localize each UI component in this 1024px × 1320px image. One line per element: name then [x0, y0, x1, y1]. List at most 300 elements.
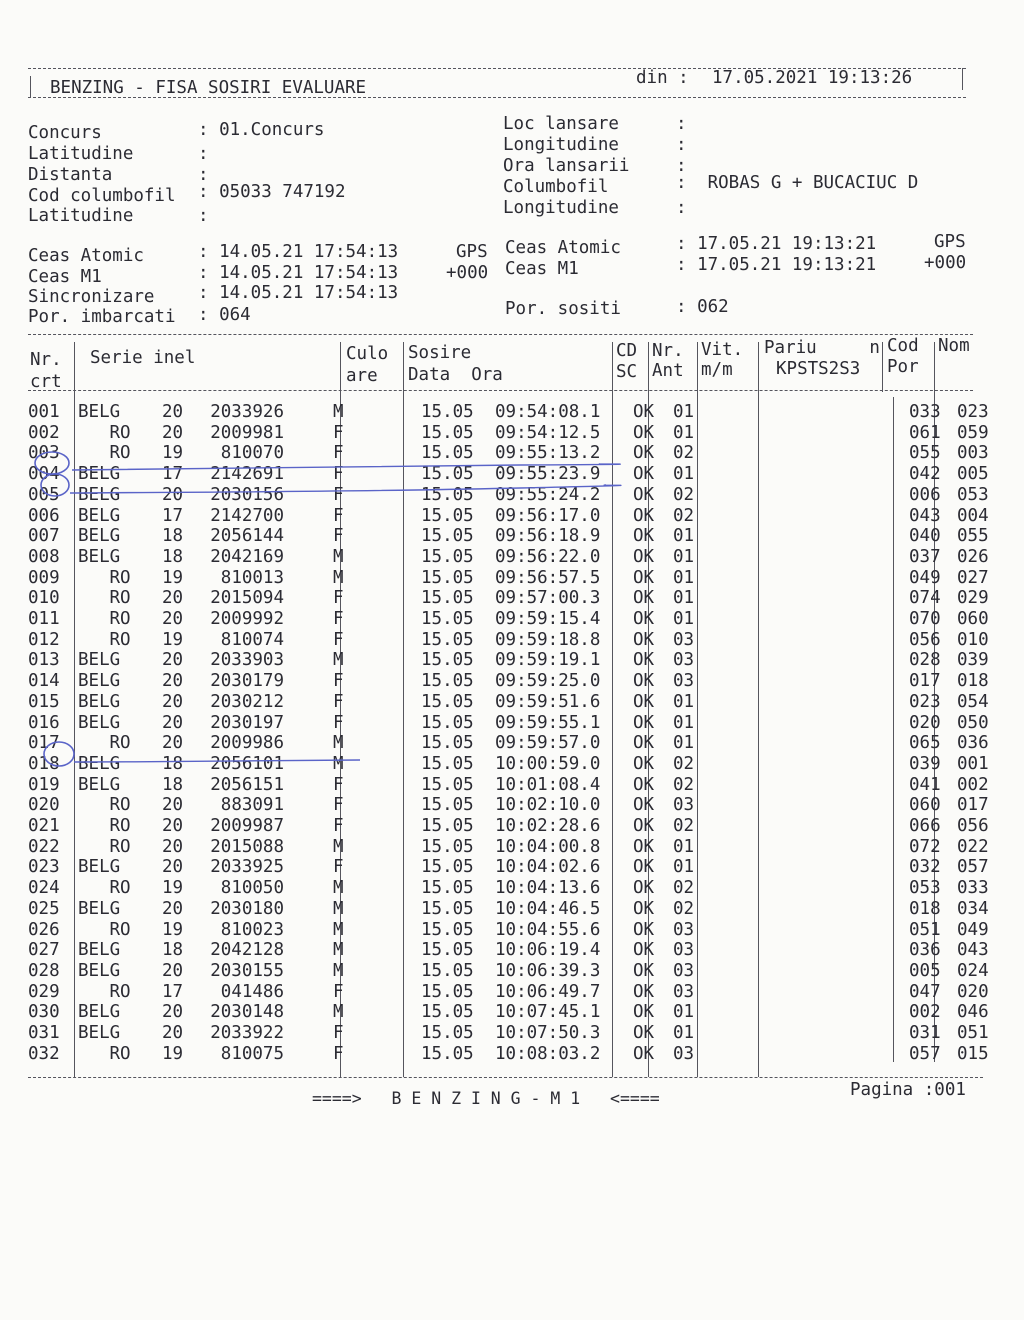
arrival-date: 15.05	[421, 878, 474, 899]
ring-year: 20	[162, 1023, 184, 1044]
row-vit	[721, 961, 781, 982]
ring-number: 2056144	[210, 526, 284, 547]
row-cod: 074	[909, 588, 941, 609]
row-cd: OK	[633, 857, 655, 878]
row-cod: 017	[909, 671, 941, 692]
row-vit	[721, 402, 781, 423]
row-pariu	[781, 423, 909, 444]
arrival-date: 15.05	[421, 546, 474, 567]
row-pariu	[781, 713, 909, 734]
row-vit	[721, 485, 781, 506]
arrival-date: 15.05	[421, 567, 474, 588]
arrival-date: 15.05	[421, 402, 474, 422]
ring-number: 041486	[220, 981, 284, 1002]
arrival-time: 09:56:57.5	[495, 567, 601, 588]
arrival-time: 09:59:57.0	[495, 733, 601, 754]
ring-year: 20	[162, 588, 184, 609]
row-cd: OK	[633, 712, 655, 733]
arrival-time: 10:06:49.7	[495, 981, 601, 1002]
ring-year: 19	[162, 878, 184, 899]
row-serie	[78, 630, 333, 651]
row-serie	[78, 547, 333, 568]
row-sosire	[417, 671, 629, 692]
row-ant: 01	[673, 691, 695, 712]
row-cod: 040	[909, 526, 941, 547]
row-cod: 049	[909, 567, 941, 588]
arrival-date: 15.05	[421, 422, 474, 443]
row-vit	[721, 899, 781, 920]
table-row	[28, 692, 1005, 713]
row-ant: 02	[673, 505, 695, 526]
ring-number: 2015094	[210, 588, 284, 609]
row-nom: 034	[957, 898, 989, 919]
row-culoare	[361, 671, 417, 692]
row-pariu	[781, 1044, 909, 1065]
row-vit	[721, 692, 781, 713]
info-label: Concurs	[28, 123, 102, 143]
ring-number: 2009992	[210, 609, 284, 630]
row-cod: 057	[909, 1043, 941, 1064]
row-cd: OK	[633, 981, 655, 1002]
row-ant: 01	[673, 567, 695, 588]
table-row	[28, 1023, 1005, 1044]
table-top-rule	[28, 334, 973, 335]
ring-number: 2033925	[210, 857, 284, 878]
col-header-nr2: Nr.	[652, 341, 684, 361]
row-sosire	[417, 961, 629, 982]
row-sex: F	[333, 671, 344, 692]
row-vit	[721, 568, 781, 589]
clock-suffix: +000	[446, 263, 489, 283]
row-nr: 017	[28, 733, 60, 754]
row-pariu	[781, 899, 909, 920]
info-label: Cod columbofil	[28, 186, 176, 206]
row-sex: F	[333, 526, 344, 547]
arrival-date: 15.05	[421, 1002, 474, 1023]
row-culoare	[361, 1044, 417, 1065]
row-cod: 066	[909, 816, 941, 837]
row-culoare	[361, 609, 417, 630]
row-pariu	[781, 775, 909, 796]
info-value: :	[676, 156, 687, 176]
arrival-time: 09:56:18.9	[495, 526, 601, 547]
row-nom: 036	[957, 733, 989, 754]
arrival-time: 09:59:19.1	[495, 650, 601, 671]
ring-number: 810013	[220, 567, 284, 588]
row-vit	[721, 754, 781, 775]
row-culoare	[361, 920, 417, 941]
row-cod: 061	[909, 422, 941, 443]
row-sex: F	[333, 857, 344, 878]
ring-country: BELG	[78, 753, 121, 774]
arrival-date: 15.05	[421, 981, 474, 1002]
row-serie	[78, 982, 333, 1003]
row-ant: 02	[673, 443, 695, 464]
ring-country: BELG	[78, 484, 121, 505]
ring-country: RO	[109, 733, 131, 754]
ring-country: BELG	[78, 546, 121, 567]
row-ant: 03	[673, 940, 695, 961]
info-value: :	[198, 144, 209, 164]
arrival-date: 15.05	[421, 919, 474, 940]
clock-label: Ceas Atomic	[505, 238, 621, 258]
ring-number: 2056151	[210, 774, 284, 795]
row-pariu	[781, 692, 909, 713]
row-nr: 006	[28, 505, 60, 526]
table-row	[28, 609, 1005, 630]
row-vit	[721, 630, 781, 651]
row-ant: 03	[673, 1043, 695, 1064]
col-header-are: are	[346, 366, 378, 386]
info-label: Longitudine	[503, 135, 619, 155]
table-row	[28, 899, 1005, 920]
row-serie	[78, 650, 333, 671]
row-culoare	[361, 692, 417, 713]
row-pariu	[781, 1023, 909, 1044]
row-cod: 043	[909, 505, 941, 526]
ring-number: 810070	[220, 443, 284, 464]
row-vit	[721, 588, 781, 609]
ring-number: 2030180	[210, 898, 284, 919]
row-nom: 005	[957, 464, 989, 485]
row-cd: OK	[633, 464, 655, 485]
row-culoare	[361, 795, 417, 816]
row-culoare	[361, 940, 417, 961]
row-cd: OK	[633, 1043, 655, 1064]
row-cod: 055	[909, 443, 941, 464]
row-pariu	[781, 506, 909, 527]
row-cod: 036	[909, 940, 941, 961]
row-vit	[721, 940, 781, 961]
row-nr: 032	[28, 1043, 60, 1064]
table-row	[28, 526, 1005, 547]
row-serie	[78, 671, 333, 692]
row-ant: 02	[673, 898, 695, 919]
row-sex: F	[333, 588, 344, 609]
clock-suffix: GPS	[934, 232, 966, 252]
row-cd: OK	[633, 484, 655, 505]
col-header-por: Por	[887, 357, 919, 377]
row-vit	[721, 671, 781, 692]
arrival-time: 09:56:22.0	[495, 546, 601, 567]
ring-number: 2042169	[210, 546, 284, 567]
table-row	[28, 547, 1005, 568]
row-sosire	[417, 1023, 629, 1044]
document-title: BENZING - FISA SOSIRI EVALUARE	[50, 78, 367, 98]
date-label: din :	[636, 68, 689, 88]
row-cod: 031	[909, 1023, 941, 1044]
ring-country: BELG	[78, 691, 121, 712]
row-sex: M	[333, 567, 344, 588]
row-culoare	[361, 899, 417, 920]
info-label: Columbofil	[503, 177, 609, 197]
arrival-time: 09:59:51.6	[495, 691, 601, 712]
arrivals-table	[28, 402, 1005, 1065]
row-nr: 018	[28, 753, 60, 774]
row-nom: 059	[957, 422, 989, 443]
row-sex: F	[333, 981, 344, 1002]
row-nom: 055	[957, 526, 989, 547]
row-nom: 057	[957, 857, 989, 878]
row-ant: 01	[673, 733, 695, 754]
row-cod: 006	[909, 484, 941, 505]
row-vit	[721, 920, 781, 941]
col-header-sc: SC	[616, 362, 638, 382]
ring-year: 20	[162, 712, 184, 733]
arrival-date: 15.05	[421, 609, 474, 630]
table-row	[28, 506, 1005, 527]
row-ant: 03	[673, 629, 695, 650]
row-cd: OK	[633, 878, 655, 899]
ring-year: 17	[162, 464, 184, 485]
row-serie	[78, 423, 333, 444]
row-vit	[721, 816, 781, 837]
row-pariu	[781, 464, 909, 485]
row-cod: 002	[909, 1002, 941, 1023]
row-vit	[721, 443, 781, 464]
row-pariu	[781, 485, 909, 506]
row-serie	[78, 795, 333, 816]
row-culoare	[361, 526, 417, 547]
row-cod: 051	[909, 919, 941, 940]
row-sex: M	[333, 898, 344, 919]
ring-number: 2033926	[210, 402, 284, 422]
row-nom: 024	[957, 960, 989, 981]
row-vit	[721, 526, 781, 547]
page-number: Pagina :001	[850, 1080, 966, 1100]
table-row	[28, 650, 1005, 671]
row-sex: F	[333, 774, 344, 795]
ring-year: 20	[162, 960, 184, 981]
table-row	[28, 733, 1005, 754]
row-cd: OK	[633, 795, 655, 816]
row-cd: OK	[633, 816, 655, 837]
row-vit	[721, 1044, 781, 1065]
arrival-time: 09:56:17.0	[495, 505, 601, 526]
row-sosire	[417, 443, 629, 464]
row-cd: OK	[633, 1023, 655, 1044]
table-row	[28, 795, 1005, 816]
table-row	[28, 588, 1005, 609]
clock-value: : 17.05.21 19:13:21	[676, 255, 877, 275]
row-serie	[78, 1002, 333, 1023]
row-nr: 023	[28, 857, 60, 878]
table-row	[28, 464, 1005, 485]
ring-country: RO	[109, 1043, 131, 1064]
row-nom: 039	[957, 650, 989, 671]
arrival-time: 09:54:12.5	[495, 422, 601, 443]
clock-value: : 062	[676, 297, 729, 317]
arrival-time: 09:59:25.0	[495, 671, 601, 692]
row-sex: F	[333, 691, 344, 712]
ring-country: BELG	[78, 712, 121, 733]
info-value: :	[676, 114, 687, 134]
row-ant: 01	[673, 422, 695, 443]
ring-year: 18	[162, 774, 184, 795]
row-nr: 025	[28, 898, 60, 919]
arrival-time: 10:02:28.6	[495, 816, 601, 837]
ring-year: 18	[162, 753, 184, 774]
ring-country: RO	[109, 816, 131, 837]
row-vit	[721, 713, 781, 734]
col-header-culo: Culo	[346, 344, 389, 364]
ring-country: BELG	[78, 1023, 121, 1044]
row-cod: 065	[909, 733, 941, 754]
row-cd: OK	[633, 691, 655, 712]
arrival-date: 15.05	[421, 836, 474, 857]
table-row	[28, 485, 1005, 506]
ring-country: BELG	[78, 402, 121, 422]
info-value: : ROBAS G + BUCACIUC D	[676, 173, 919, 193]
row-sosire	[417, 630, 629, 651]
row-cod: 032	[909, 857, 941, 878]
row-culoare	[361, 837, 417, 858]
row-sex: M	[333, 733, 344, 754]
row-cod: 033	[909, 402, 941, 422]
row-culoare	[361, 630, 417, 651]
row-ant: 02	[673, 484, 695, 505]
row-nr: 010	[28, 588, 60, 609]
ring-number: 810023	[220, 919, 284, 940]
arrival-time: 10:04:46.5	[495, 898, 601, 919]
row-sosire	[417, 857, 629, 878]
row-sosire	[417, 464, 629, 485]
col-header-ant: Ant	[652, 361, 684, 381]
row-nom: 022	[957, 836, 989, 857]
row-vit	[721, 837, 781, 858]
row-sex: M	[333, 960, 344, 981]
arrival-time: 10:01:08.4	[495, 774, 601, 795]
row-nr: 019	[28, 774, 60, 795]
row-culoare	[361, 733, 417, 754]
row-vit	[721, 464, 781, 485]
row-nr: 027	[28, 940, 60, 961]
row-nr: 005	[28, 484, 60, 505]
row-sex: F	[333, 1043, 344, 1064]
ring-year: 20	[162, 836, 184, 857]
arrival-time: 09:54:08.1	[495, 402, 601, 422]
ring-year: 17	[162, 981, 184, 1002]
row-ant: 03	[673, 960, 695, 981]
row-sosire	[417, 795, 629, 816]
row-cd: OK	[633, 609, 655, 630]
row-cd: OK	[633, 671, 655, 692]
row-culoare	[361, 464, 417, 485]
table-row	[28, 402, 1005, 423]
info-label: Distanta	[28, 165, 113, 185]
row-nr: 013	[28, 650, 60, 671]
row-pariu	[781, 920, 909, 941]
row-cod: 018	[909, 898, 941, 919]
row-nr: 004	[28, 464, 60, 485]
col-header-nom: Nom	[938, 336, 970, 356]
row-sex: F	[333, 609, 344, 630]
row-sex: F	[333, 505, 344, 526]
row-culoare	[361, 1023, 417, 1044]
arrival-date: 15.05	[421, 1023, 474, 1044]
row-cd: OK	[633, 546, 655, 567]
ring-year: 18	[162, 526, 184, 547]
ring-number: 2056101	[210, 753, 284, 774]
row-cd: OK	[633, 588, 655, 609]
arrival-date: 15.05	[421, 691, 474, 712]
clock-label: Ceas M1	[28, 267, 102, 287]
row-serie	[78, 816, 333, 837]
row-sosire	[417, 1002, 629, 1023]
row-nom: 017	[957, 795, 989, 816]
col-header-pariu: Pariu n	[764, 338, 880, 358]
arrival-date: 15.05	[421, 464, 474, 485]
arrival-date: 15.05	[421, 588, 474, 609]
row-ant: 01	[673, 402, 695, 422]
clock-value: : 17.05.21 19:13:21	[676, 234, 877, 254]
ring-number: 810074	[220, 629, 284, 650]
arrival-date: 15.05	[421, 940, 474, 961]
arrival-date: 15.05	[421, 795, 474, 816]
row-ant: 01	[673, 609, 695, 630]
row-nr: 015	[28, 691, 60, 712]
row-cod: 041	[909, 774, 941, 795]
row-serie	[78, 588, 333, 609]
row-sex: M	[333, 1002, 344, 1023]
ring-number: 810075	[220, 1043, 284, 1064]
ring-number: 2033903	[210, 650, 284, 671]
row-serie	[78, 443, 333, 464]
clock-suffix: GPS	[456, 242, 488, 262]
row-cd: OK	[633, 753, 655, 774]
clock-value: : 14.05.21 17:54:13	[198, 263, 399, 283]
row-nr: 001	[28, 402, 60, 422]
row-pariu	[781, 1002, 909, 1023]
clock-label: Sincronizare	[28, 287, 155, 307]
row-serie	[78, 506, 333, 527]
row-nom: 015	[957, 1043, 989, 1064]
ring-year: 20	[162, 816, 184, 837]
arrival-date: 15.05	[421, 898, 474, 919]
row-pariu	[781, 816, 909, 837]
table-row	[28, 671, 1005, 692]
row-sosire	[417, 816, 629, 837]
row-pariu	[781, 568, 909, 589]
arrival-date: 15.05	[421, 443, 474, 464]
row-serie	[78, 485, 333, 506]
arrival-time: 09:59:15.4	[495, 609, 601, 630]
ring-country: RO	[109, 422, 131, 443]
row-pariu	[781, 837, 909, 858]
row-ant: 01	[673, 712, 695, 733]
ring-number: 2030148	[210, 1002, 284, 1023]
arrival-time: 10:07:50.3	[495, 1023, 601, 1044]
ring-year: 20	[162, 1002, 184, 1023]
row-ant: 01	[673, 464, 695, 485]
ring-year: 20	[162, 857, 184, 878]
row-vit	[721, 857, 781, 878]
ring-country: RO	[109, 443, 131, 464]
row-culoare	[361, 961, 417, 982]
arrival-date: 15.05	[421, 712, 474, 733]
row-sex: F	[333, 795, 344, 816]
ring-number: 2030156	[210, 484, 284, 505]
ring-year: 20	[162, 402, 184, 422]
row-nom: 020	[957, 981, 989, 1002]
row-pariu	[781, 795, 909, 816]
ring-country: RO	[109, 795, 131, 816]
table-row	[28, 775, 1005, 796]
arrival-time: 10:04:13.6	[495, 878, 601, 899]
ring-number: 2009987	[210, 816, 284, 837]
clock-label: Ceas Atomic	[28, 246, 144, 266]
row-culoare	[361, 506, 417, 527]
